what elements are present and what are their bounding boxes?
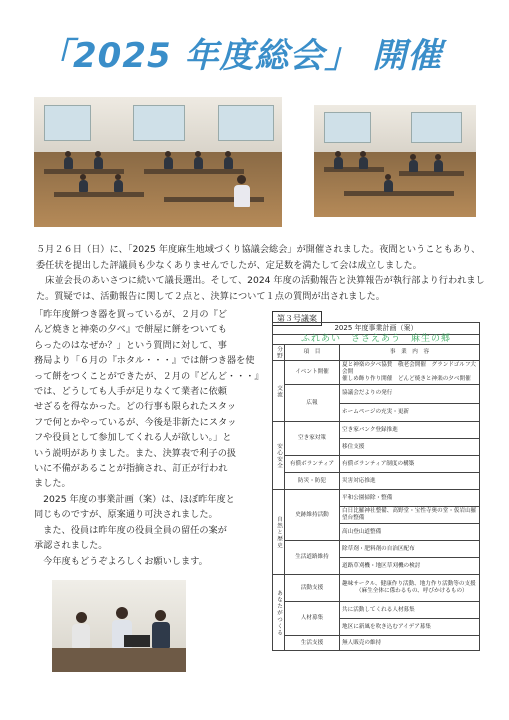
paragraph-line: ５月２６日（日）に、「2025 年度麻生地域づくり協議会総会」が開催されました。夜間ということもあり、: [36, 244, 481, 255]
column-line: って餅をつくことができたが、２月の『どんど・・・』: [34, 370, 264, 382]
table-cell: 共に活動してくれる人材募集: [340, 602, 480, 619]
column-line: 承認されました。: [34, 540, 108, 552]
category-safety: 安心安全: [273, 422, 285, 490]
speaker-photo: [52, 580, 186, 672]
table-cell: 無人販売の維持: [340, 636, 480, 651]
table-cell: 地区に新風を吹き込むアイデア募集: [340, 619, 480, 636]
paragraph-line: 委任状を提出した評議員も少なくありませんでしたが、定足数を満たして会は成立しました。: [36, 259, 422, 271]
category-exchange: 交流: [273, 361, 285, 422]
table-row: 史跡維持活動: [285, 490, 340, 541]
paragraph-line: 床並会長のあいさつに続いて議長選出。そして、2024 年度の活動報告と決算報告が執行部より行われまし: [36, 275, 485, 287]
table-row: 生活支援: [285, 636, 340, 651]
business-plan-table: [272, 322, 480, 651]
table-cell: 趣味サークル、健康作り活動、地力作り活動等の支援 （麻生全体に係わるもの、呼びかけるもの）: [340, 575, 480, 602]
column-line: フで何とかやっているが、今後是非新たにスタッ: [34, 416, 237, 428]
table-cell: 協議会だよりの発行: [340, 385, 480, 404]
header-category: 分野: [273, 345, 285, 361]
meeting-photo-main: [34, 97, 282, 227]
column-line: いう説明がありました。また、決算表で利子の扱: [34, 447, 237, 459]
column-line: 2025 年度の事業計画（案）は、ほぼ昨年度と: [34, 493, 235, 505]
column-line: 今年度もどうぞよろしくお願いします。: [34, 555, 208, 567]
page-title: 「2025 年度総会」 開催: [38, 36, 443, 76]
table-cell: 空き家バンク登録推進: [340, 422, 480, 439]
column-line: ました。: [34, 478, 71, 490]
table-cell: 白日比羅神社整備、高野堂・宝性寺奥の堂・仮岩山羅望台整備: [340, 507, 480, 524]
plan-heading: 2025 年度事業計画（案）: [273, 323, 480, 335]
header-item: 項 目: [285, 345, 340, 361]
column-line: 務局より「６月の『ホタル・・・』では餅つき器を使: [34, 355, 255, 367]
table-row: 有償ボランティア: [285, 456, 340, 473]
column-line: 「昨年度餅つき器を買っているが、２月の『ど: [34, 309, 227, 320]
table-row: 人材募集: [285, 602, 340, 636]
category-nature-history: 自然と歴史: [273, 490, 285, 575]
paragraph-line: た。質疑では、活動報告に関して２点と、決算について１点の質問が出されました。: [36, 290, 385, 302]
column-line: また、役員は昨年度の役員全員の留任の案が: [34, 524, 227, 536]
header-content: 事 業 内 容: [340, 345, 480, 361]
table-cell: 平和公園掃除・整備: [340, 490, 480, 507]
table-row: イベント開催: [285, 361, 340, 385]
table-cell: 除草剤・肥料剤の自治区配布: [340, 541, 480, 558]
column-text: [34, 307, 264, 569]
table-row: 防災・防犯: [285, 473, 340, 490]
column-line: いに不備があることが指摘され、訂正が行われ: [34, 463, 228, 475]
column-line: 同じものですが、原案通り可決されました。: [34, 509, 218, 521]
table-cell: 道路草刈機・地区草刈機の検討: [340, 558, 480, 575]
meeting-photo-side: [314, 105, 476, 217]
table-cell: 移住支援: [340, 439, 480, 456]
table-row: 空き家対策: [285, 422, 340, 456]
table-row: 広報: [285, 385, 340, 422]
table-cell: 高山登山道整備: [340, 524, 480, 541]
intro-paragraphs: [36, 242, 485, 304]
table-row: 生活道路維持: [285, 541, 340, 575]
column-line: らったのはなぜか？」という質問に対して、事: [34, 339, 227, 351]
category-you-make: あなたがつくる: [273, 575, 285, 651]
column-line: せざるを得なかった。どの行事も限られたスタッ: [34, 401, 237, 413]
table-cell: 有償ボランティア制度の構築: [340, 456, 480, 473]
table-cell: 災害対応推進: [340, 473, 480, 490]
column-line: フや役員として参加してくれる人が欲しい。」と: [34, 432, 232, 444]
column-line: では、どうしても人手が足りなくて業者に依頼: [34, 386, 227, 398]
table-row: 活動支援: [285, 575, 340, 602]
table-cell: ホームページの充実・更新: [340, 403, 480, 422]
table-cell: 夏と神楽の夕べ協賛 敬老会開催 グランドゴルフ大会開 催しめ飾り作り開催 どんど焼きと神楽の夕べ開催: [340, 361, 480, 385]
plan-slogan: ふれあい ささえあう 麻生の郷: [273, 335, 480, 345]
column-line: んど焼きと神楽の夕べ』で餅屋に餅をついても: [34, 324, 227, 336]
agenda-badge: 第３号議案: [272, 311, 322, 326]
